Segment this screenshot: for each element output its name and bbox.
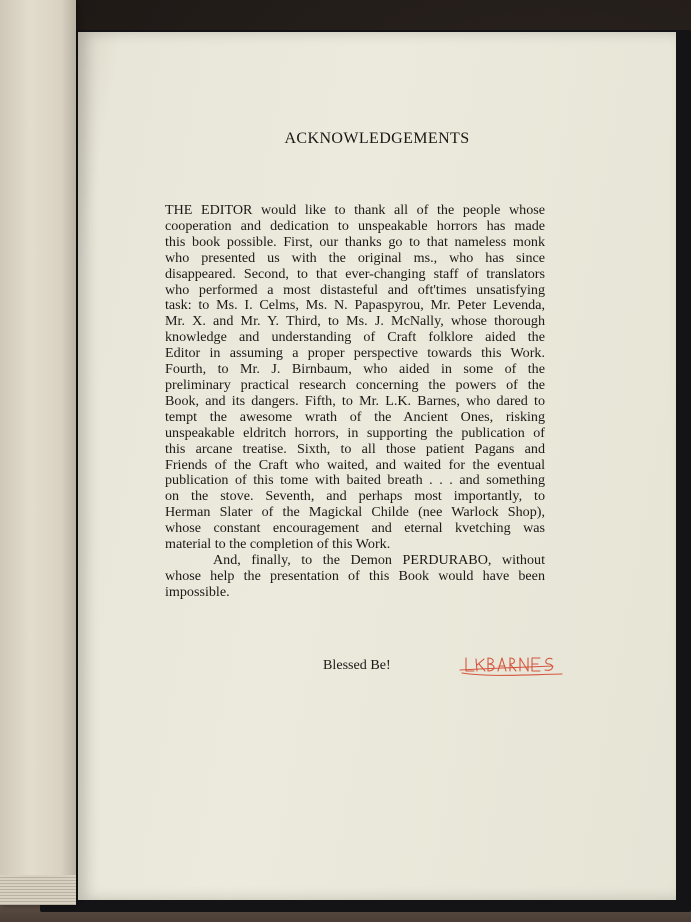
closing-line: Blessed Be! xyxy=(323,657,391,673)
body-line: Friends of the Craft who waited, and waited for the eventual xyxy=(165,456,545,473)
body-line: publication of this tome with baited breath . . . and something xyxy=(165,472,545,489)
body-line: Mr. X. and Mr. Y. Third, to Ms. J. McNally, whose thorough xyxy=(165,313,545,330)
body-line: Book, and its dangers. Fifth, to Mr. L.K. Barnes, who dared to xyxy=(165,392,545,409)
body-line: task: to Ms. I. Celms, Ms. N. Papaspyrou, Mr. Peter Levenda, xyxy=(165,297,545,314)
body-line: material to the completion of this Work. xyxy=(165,536,391,553)
body-line: cooperation and dedication to unspeakable horrors has made xyxy=(165,217,545,234)
body-line: on the stove. Seventh, and perhaps most importantly, to xyxy=(165,488,545,505)
body-line: unspeakable eldritch horrors, in supporting the publication of xyxy=(165,424,545,441)
handwritten-signature xyxy=(458,644,568,684)
body-line: THE EDITOR would like to thank all of the people whose xyxy=(165,202,545,218)
body-line: tempt the awesome wrath of the Ancient Ones, risking xyxy=(165,408,545,425)
page-title: ACKNOWLEDGEMENTS xyxy=(284,130,470,147)
body-line: Herman Slater of the Magickal Childe (nee Warlock Shop), xyxy=(165,504,545,521)
left-page-edge xyxy=(0,0,76,905)
acknowledgements-body xyxy=(165,203,545,601)
body-line: Fourth, to Mr. J. Birnbaum, who aided in some of the xyxy=(165,361,545,378)
body-line: preliminary practical research concerning the powers of the xyxy=(165,376,545,393)
book-page xyxy=(78,32,676,900)
body-line: this arcane treatise. Sixth, to all those patient Pagans and xyxy=(165,440,545,457)
body-line: whose help the presentation of this Book would have been xyxy=(165,567,545,584)
body-line: who performed a most distasteful and oft'times unsatisfying xyxy=(165,281,545,298)
body-line: who presented us with the original ms., who has since xyxy=(165,249,545,266)
body-line: this book possible. First, our thanks go to that nameless monk xyxy=(165,233,545,250)
body-line: And, finally, to the Demon PERDURABO, without xyxy=(213,551,545,568)
body-line: Editor in assuming a proper perspective towards this Work. xyxy=(165,345,545,362)
body-line: whose constant encouragement and eternal kvetching was xyxy=(165,520,545,537)
body-line: impossible. xyxy=(165,583,230,600)
body-line: knowledge and understanding of Craft folklore aided the xyxy=(165,329,545,346)
page-stack-edges xyxy=(0,875,76,905)
body-line: disappeared. Second, to that ever-changing staff of translators xyxy=(165,265,545,282)
